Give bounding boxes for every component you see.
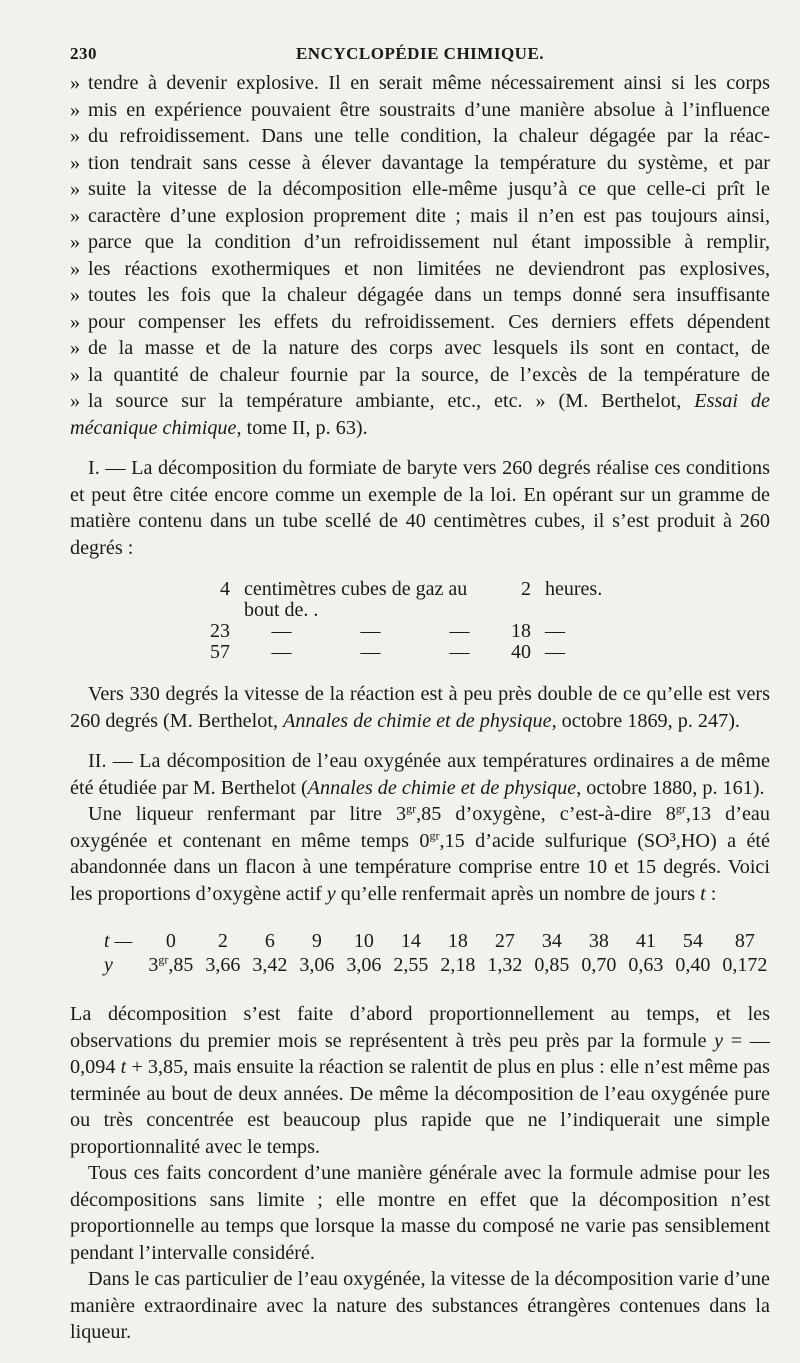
journal-title-2: Annales de chimie et de physique xyxy=(307,776,577,799)
quote-mark: » xyxy=(70,151,81,174)
conclusion-p3: Dans le cas particulier de l’eau oxygénée, la vitesse de la décomposition varie d’une manière extraordinaire avec la nature des substances étrangères contenues dans la liqueur. xyxy=(70,1268,770,1343)
quote-line xyxy=(70,335,770,362)
quote-line xyxy=(70,282,770,309)
citation-tail: , tome II, p. 63). xyxy=(236,416,368,439)
quote-mark: » xyxy=(70,390,81,412)
t-cell: 2 xyxy=(217,930,228,952)
quote-line xyxy=(70,97,770,124)
gas-measurements-table xyxy=(210,579,616,663)
book-title: Essai de xyxy=(694,390,770,412)
table-row xyxy=(210,621,616,642)
quote-text: suite la vitesse de la décomposition elle-même jusqu’à ce que celle-ci prît le xyxy=(88,178,770,200)
table-row-t xyxy=(98,929,773,953)
table-cell: 18 xyxy=(511,620,531,642)
y-cell: 1,32 xyxy=(487,954,523,976)
quote-mark: » xyxy=(70,178,81,200)
table-cell: — xyxy=(271,641,292,663)
t-cell: 9 xyxy=(311,930,322,952)
formula-mid: = — 0,094 xyxy=(70,1029,770,1078)
table-cell: 23 xyxy=(210,620,230,642)
table-cell: — xyxy=(545,620,565,642)
t-cell: 41 xyxy=(635,930,656,952)
y-cell: 0,70 xyxy=(581,954,617,976)
t-cell: 27 xyxy=(494,930,515,952)
t-cell: 14 xyxy=(400,930,421,952)
table-row-y xyxy=(98,953,773,977)
liquor-text-d: ,15 d’acide sulfurique (SO³,HO) a été abandonnée dans un flacon à une température comprise entre 10 et 15 degrés. Voici les proportions d’oxygène actif xyxy=(70,829,770,905)
table-cell: heures. xyxy=(545,578,603,600)
quote-line xyxy=(70,176,770,203)
t-cell: 18 xyxy=(447,930,468,952)
t-row-label: t — xyxy=(104,930,133,952)
conclusion-p1 xyxy=(70,1001,770,1160)
page-header xyxy=(70,44,770,70)
quote-mark: » xyxy=(70,204,81,227)
y-cell: $3^{gr},85$ xyxy=(148,952,194,976)
section-two-start: II. — La décomposition de l’eau oxygénée aux températures ordinaires a de même été étudiée par M. Berthelot ( xyxy=(70,750,770,799)
section-one-followup xyxy=(70,681,770,734)
liquor-text-f: : xyxy=(705,882,717,905)
section-two-text xyxy=(70,748,770,801)
liquor-description xyxy=(70,801,770,907)
table-cell: 40 xyxy=(511,641,531,663)
y-cell: 0,63 xyxy=(628,954,664,976)
journal-title: Annales de chimie et de physique xyxy=(283,709,552,732)
quote-line xyxy=(70,70,770,97)
followup-text: Vers 330 degrés la vitesse de la réaction est à peu près double de ce qu’elle est vers 260 degrés (M. Berthelot, xyxy=(70,683,770,732)
table-cell: — xyxy=(360,620,381,642)
quote-mark: » xyxy=(70,125,81,147)
y-cell: 0,172 xyxy=(722,954,768,976)
quote-mark: » xyxy=(70,363,81,386)
t-cell: 34 xyxy=(541,930,562,952)
t-cell: 54 xyxy=(682,930,703,952)
liquor-text-e: qu’elle renfermait après un nombre de jours xyxy=(335,882,701,905)
liquor-text-a: Une liqueur renfermant par litre 3 xyxy=(88,803,407,825)
unit-sup: gr xyxy=(675,801,686,816)
table-cell: 57 xyxy=(210,641,230,663)
page-number: 230 xyxy=(70,44,97,63)
table-cell: 4 xyxy=(220,578,230,600)
variable-y: y xyxy=(326,882,336,905)
y-row-label: y xyxy=(104,954,113,976)
section-one xyxy=(70,455,770,734)
quote-text: toutes les fois que la chaleur dégagée dans un temps donné sera insuffisante xyxy=(88,284,770,306)
oxygen-decay-table xyxy=(98,929,773,977)
running-title: ENCYCLOPÉDIE CHIMIQUE. xyxy=(295,44,545,63)
quote-line xyxy=(70,123,770,150)
quote-text: tion tendrait sans cesse à élever davantage la température du système, et par xyxy=(88,151,770,174)
quote-mark: » xyxy=(70,98,81,121)
quote-mark: » xyxy=(70,337,81,359)
t-cell: 38 xyxy=(588,930,609,952)
y-cell: 3,06 xyxy=(346,954,382,976)
formula-end: + 3,85, xyxy=(126,1056,189,1078)
quote-mark: » xyxy=(70,257,81,280)
quote-text: la quantité de chaleur fournie par la source, de l’excès de la température de xyxy=(88,363,770,386)
variable-t: t xyxy=(700,882,706,905)
quote-text: pour compenser les effets du refroidissement. Ces derniers effets dépendent xyxy=(88,310,770,333)
table-cell: centimètres cubes de gaz au bout de. . xyxy=(244,578,468,621)
formula-t: t xyxy=(120,1056,127,1078)
quote-line xyxy=(70,415,770,442)
liquor-text-b: ,85 d’oxygène, c’est-à-dire 8 xyxy=(416,803,676,825)
unit-sup: gr xyxy=(406,801,417,816)
quote-mark: » xyxy=(70,231,81,253)
y-cell: 3,42 xyxy=(252,954,288,976)
quote-line xyxy=(70,309,770,336)
t-cell: 87 xyxy=(734,930,755,952)
table-row xyxy=(210,642,616,663)
table-cell: — xyxy=(449,620,470,642)
table-cell: 2 xyxy=(521,578,531,600)
conclusion-text-b: mais ensuite la réaction se ralentit de plus en plus : elle n’est même pas terminée au bout de deux années. De même la décomposition de l’eau oxygénée pure ou très concentrée est beaucoup plus rapide que ne l’indiquerait une simple proportionnalité avec le temps. xyxy=(70,1056,770,1158)
quote-text: parce que la condition d’un refroidissement nul étant impossible à remplir, xyxy=(88,231,770,253)
quote-line xyxy=(70,256,770,283)
table-cell: — xyxy=(271,620,292,642)
y-cell: 0,40 xyxy=(675,954,711,976)
table-cell: — xyxy=(360,641,381,663)
table-row xyxy=(210,579,616,621)
quote-text: tendre à devenir explosive. Il en serait même nécessairement ainsi si les corps xyxy=(88,72,770,94)
quote-text: caractère d’une explosion proprement dite ; mais il n’en est pas toujours ainsi, xyxy=(88,204,770,227)
followup-tail: , octobre 1869, p. 247). xyxy=(551,709,740,732)
quote-mark: » xyxy=(70,310,81,333)
quote-mark: » xyxy=(70,284,81,306)
quote-line xyxy=(70,150,770,177)
quote-line xyxy=(70,362,770,389)
quote-line xyxy=(70,388,770,415)
section-two-tail: , octobre 1880, p. 161). xyxy=(576,776,765,799)
y-cell: 2,55 xyxy=(393,954,429,976)
y-cell: 0,85 xyxy=(534,954,570,976)
section-two xyxy=(70,748,770,977)
conclusion xyxy=(70,1001,770,1346)
quote-text: mis en expérience pouvaient être soustraits d’une manière absolue à l’influence xyxy=(88,98,770,121)
quote-mark: » xyxy=(70,72,81,94)
formula-y: y xyxy=(714,1029,724,1052)
conclusion-p2: Tous ces faits concordent d’une manière générale avec la formule admise pour les décompositions sans limite ; elle montre en effet que la décomposition n’est proportionnelle au temps que lorsque la masse du composé ne varie pas sensiblement pendant l’intervalle considéré. xyxy=(70,1162,770,1264)
t-cell: 0 xyxy=(165,930,176,952)
table-cell: — xyxy=(449,641,470,663)
y-cell: 3,66 xyxy=(205,954,241,976)
unit-sup: gr xyxy=(429,827,440,842)
quotation-text xyxy=(70,70,770,441)
conclusion-text-a: La décomposition s’est faite d’abord proportionnellement au temps, et les observations du premier mois se représentent à très peu près par la formule xyxy=(70,1003,770,1052)
book-title: mécanique chimique xyxy=(70,416,237,439)
quote-line xyxy=(70,203,770,230)
section-one-text: I. — La décomposition du formiate de baryte vers 260 degrés réalise ces conditions et peut être citée encore comme un exemple de la loi. En opérant sur un gramme de matière contenu dans un tube scellé de 40 centimètres cubes, il s’est produit à 260 degrés : xyxy=(70,457,770,559)
table-cell: — xyxy=(545,641,565,663)
quote-text: du refroidissement. Dans une telle condition, la chaleur dégagée par la réac- xyxy=(88,125,770,147)
y-cell: 3,06 xyxy=(299,954,335,976)
y-cell: 2,18 xyxy=(440,954,476,976)
quote-text: la source sur la température ambiante, etc., etc. » (M. Berthelot, xyxy=(88,390,695,412)
quote-line xyxy=(70,229,770,256)
t-cell: 10 xyxy=(353,930,374,952)
t-cell: 6 xyxy=(264,930,275,952)
quote-text: les réactions exothermiques et non limitées ne deviendront pas explosives, xyxy=(88,257,770,280)
quote-text: de la masse et de la nature des corps avec lesquels ils sont en contact, de xyxy=(88,337,770,359)
quotation-block xyxy=(70,70,770,441)
liquor-text-c: ,13 d’eau oxygénée et contenant en même temps 0 xyxy=(70,803,770,852)
